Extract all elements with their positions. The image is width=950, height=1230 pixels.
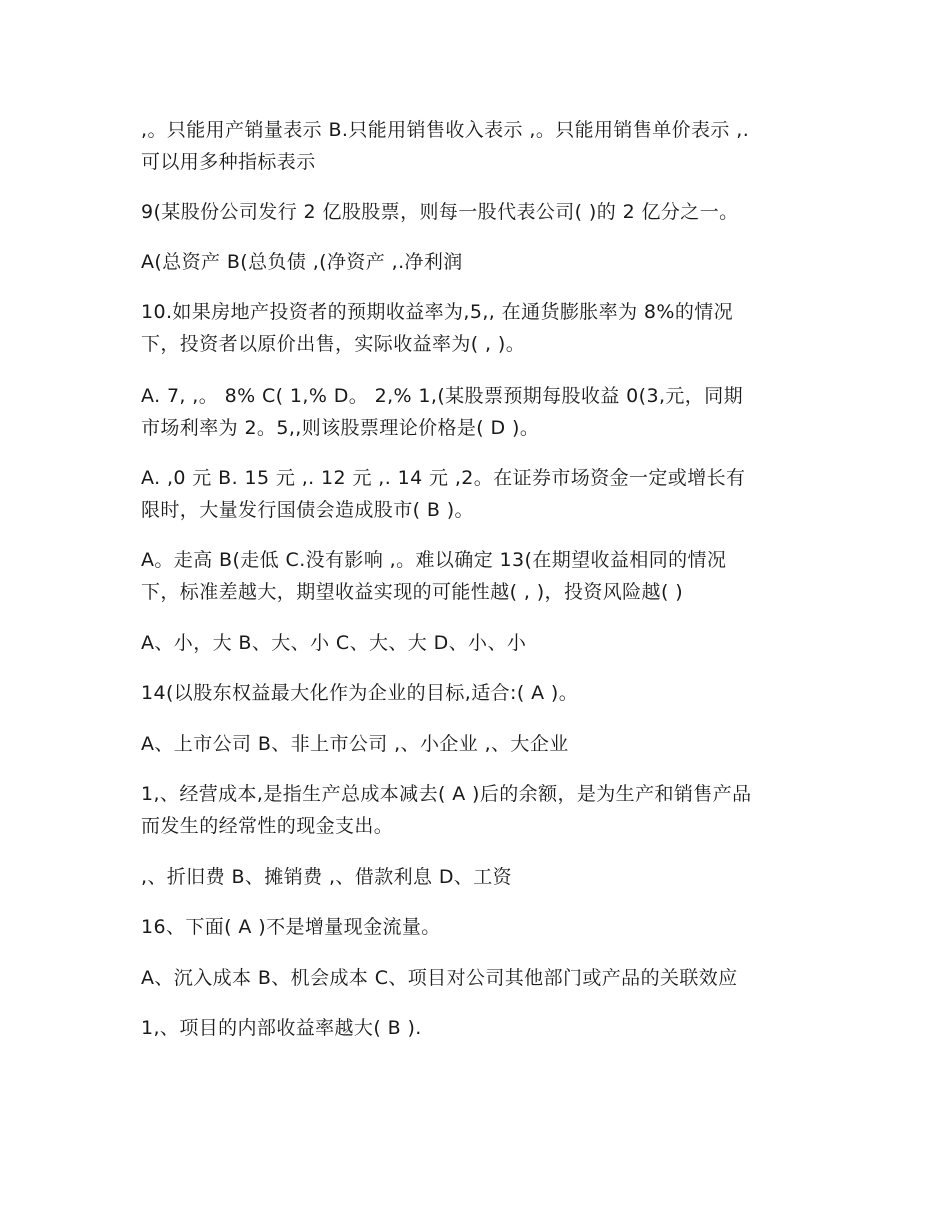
text-line: 9(某股份公司发行 2 亿股股票，则每一股代表公司( )的 2 亿分之一。: [141, 201, 739, 223]
text-line: A. ,0 元 B. 15 元 ,. 12 元 ,. 14 元 ,2。在证券市场资金一定或增长有: [141, 467, 746, 489]
paragraph-15: [141, 1012, 821, 1044]
paragraph-1: [141, 114, 821, 178]
paragraph-13: [141, 911, 821, 943]
text-line: ,、折旧费 B、摊销费 ,、借款利息 D、工资: [141, 866, 513, 888]
text-line: A、上市公司 B、非上市公司 ,、小企业 ,、大企业: [141, 733, 569, 755]
paragraph-4: [141, 296, 821, 360]
text-line: 可以用多种指标表示: [141, 151, 316, 173]
text-line: 下，投资者以原价出售，实际收益率为( , )。: [141, 333, 526, 355]
text-line: 1,、经营成本,是指生产总成本减去( A )后的余额，是为生产和销售产品: [141, 783, 752, 805]
text-line: 14(以股东权益最大化作为企业的目标,适合:( A )。: [141, 682, 579, 704]
text-line: A、沉入成本 B、机会成本 C、项目对公司其他部门或产品的关联效应: [141, 967, 738, 989]
text-line: 而发生的经常性的现金支出。: [141, 815, 394, 837]
paragraph-14: [141, 962, 821, 994]
paragraph-3: [141, 246, 821, 278]
text-line: 市场利率为 2。5,,则该股票理论价格是( D )。: [141, 417, 540, 439]
paragraph-11: [141, 778, 821, 842]
text-line: 下，标准差越大，期望收益实现的可能性越( , )，投资风险越( ): [141, 581, 684, 603]
paragraph-5: [141, 380, 821, 444]
text-line: 1,、项目的内部收益率越大( B ).: [141, 1017, 422, 1039]
text-line: A。走高 B(走低 C.没有影响 ,。难以确定 13(在期望收益相同的情况: [141, 549, 727, 571]
paragraph-7: [141, 544, 821, 608]
paragraph-12: [141, 861, 821, 893]
paragraph-2: [141, 196, 821, 228]
text-line: 10.如果房地产投资者的预期收益率为,5,, 在通货膨胀率为 8%的情况: [141, 301, 734, 323]
paragraph-8: [141, 627, 821, 659]
text-line: A(总资产 B(总负债 ,(净资产 ,.净利润: [141, 251, 463, 273]
text-line: 16、下面( A )不是增量现金流量。: [141, 916, 441, 938]
paragraph-9: [141, 677, 821, 709]
paragraph-6: [141, 462, 821, 526]
text-line: 限时，大量发行国债会造成股市( B )。: [141, 499, 474, 521]
text-line: ,。只能用产销量表示 B.只能用销售收入表示 ,。只能用销售单价表示 ,.: [141, 119, 750, 141]
text-line: A、小，大 B、大、小 C、大、大 D、小、小: [141, 632, 527, 654]
text-line: A. 7, ,。 8% C( 1,% D。 2,% 1,(某股票预期每股收益 0(3,元，同期: [141, 385, 744, 407]
paragraph-10: [141, 728, 821, 760]
